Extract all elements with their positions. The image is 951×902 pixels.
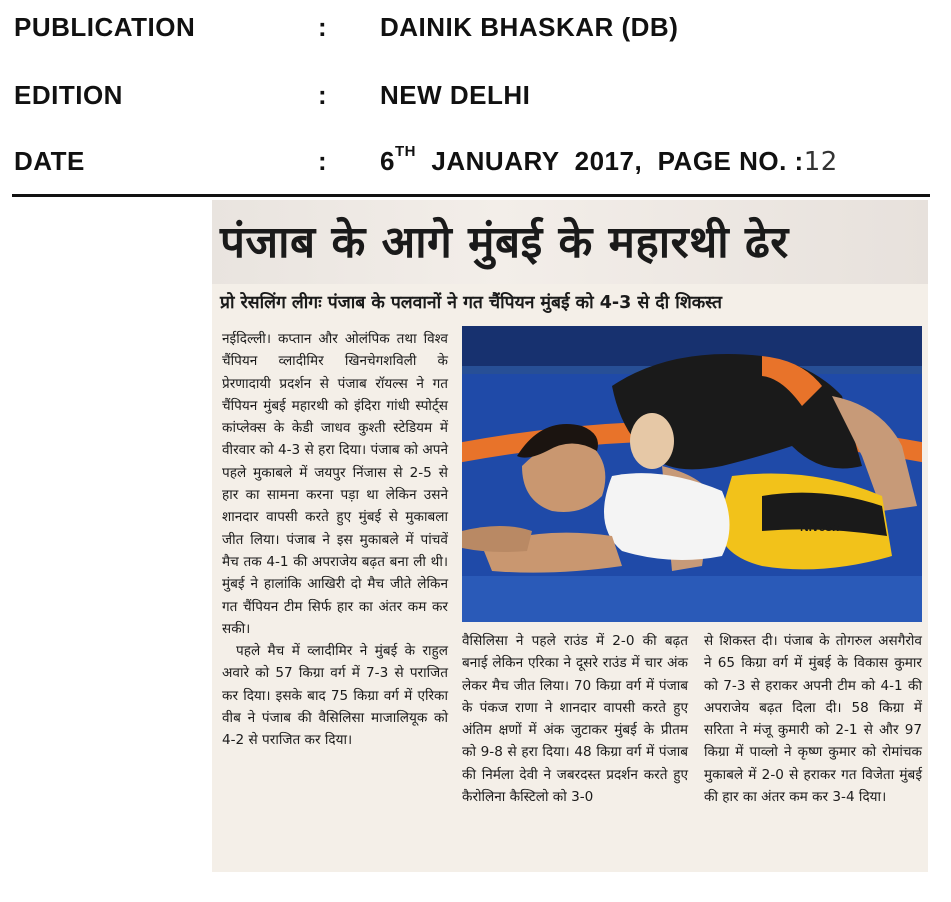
publication-colon: : xyxy=(318,12,328,42)
edition-value: NEW DELHI xyxy=(380,80,531,110)
date-text: JANUARY 2017, PAGE NO. : xyxy=(431,146,804,176)
newspaper-clipping xyxy=(212,200,928,872)
date-colon: : xyxy=(318,146,328,176)
date-value xyxy=(380,143,838,177)
edition-row xyxy=(14,80,934,120)
article-paragraph: वैसिलिसा ने पहले राउंड में 2-0 की बढ़त बनाई लेकिन एरिका ने दूसरे राउंड में चार अंक लेकर मैच जीत लिया। 70 किग्रा वर्ग में पंजाब के पंकज राणा ने शानदार वापसी करते हुए अंतिम क्षणों में अंक जुटाकर मुंबई के प्रीतम को 9-8 से हरा दिया। 48 किग्रा वर्ग में पंजाब की निर्मला देवी ने जबरदस्त प्रदर्शन करते हुए कैरोलिना कैस्टिलो को 3-0 xyxy=(462,633,688,806)
date-row xyxy=(14,143,934,186)
publication-value: DAINIK BHASKAR (DB) xyxy=(380,12,679,42)
date-label: DATE xyxy=(14,146,85,176)
date-suffix: TH xyxy=(394,143,416,160)
publication-row xyxy=(14,12,934,52)
date-day: 6 xyxy=(380,146,395,176)
wrestling-photo-illustration xyxy=(462,326,922,622)
article-column-2 xyxy=(462,630,688,808)
wrestling-photo xyxy=(462,326,922,622)
page-number-handwritten: 12 xyxy=(803,147,838,177)
jersey-sponsor-text: Nivesh xyxy=(800,520,840,534)
article-column-1 xyxy=(222,328,448,752)
header-rule xyxy=(12,194,930,197)
article-paragraph: से शिकस्त दी। पंजाब के तोगरुल असगैरोव ने 65 किग्रा वर्ग में मुंबई के विकास कुमार को 7-3 से हराकर अपनी टीम को 4-1 की अपराजेय बढ़त दिला दी। 58 किग्रा में सरिता ने मंजू कुमारी को 2-1 से और 97 किग्रा में पाव्लो ने कृष्ण कुमार को रोमांचक मुकाबले में 2-0 से हराकर गत विजेता मुंबई की हार का अंतर कम कर 3-4 दिया। xyxy=(704,633,922,806)
publication-label: PUBLICATION xyxy=(14,12,196,42)
article-column-3 xyxy=(704,630,922,808)
edition-colon: : xyxy=(318,80,328,110)
article-subhead: प्रो रेसलिंग लीगः पंजाब के पलवानों ने गत चैंपियन मुंबई को 4-3 से दी शिकस्त xyxy=(220,293,722,313)
edition-label: EDITION xyxy=(14,80,123,110)
article-paragraph: पहले मैच में व्लादीमिर ने मुंबई के राहुल अवारे को 57 किग्रा वर्ग में 7-3 से पराजित कर दिया। इसके बाद 75 किग्रा वर्ग में एरिका वीब ने पंजाब की वैसिलिसा माजालियूक को 4-2 से पराजित कर दिया। xyxy=(222,643,448,749)
article-headline: पंजाब के आगे मुंबई के महारथी ढेर xyxy=(220,217,789,268)
article-paragraph: नईदिल्ली। कप्तान और ओलंपिक तथा विश्व चैंपियन व्लादीमिर खिनचेगशविली के प्रेरणादायी प्रदर्शन से पंजाब रॉयल्स ने गत चैंपियन मुंबई महारथी को इंदिरा गांधी स्पोर्ट्स कांप्लेक्स के केडी जाधव कुश्ती स्टेडियम में वीरवार को 4-3 से हरा दिया। पंजाब को अपने पहले मुकाबले में जयपुर निंजास से 2-5 से हार का सामना करना पड़ा था लेकिन उसने शानदार वापसी करते हुए मुंबई से मुकाबला जीत लिया। पंजाब ने इस मुकाबले में पांचवें मैच तक 4-1 की अपराजेय बढ़त बना ली थी। मुंबई ने हालांकि आखिरी दो मैच जीते लेकिन गत चैंपियन टीम सिर्फ हार का अंतर कम कर सकी। xyxy=(222,331,448,637)
